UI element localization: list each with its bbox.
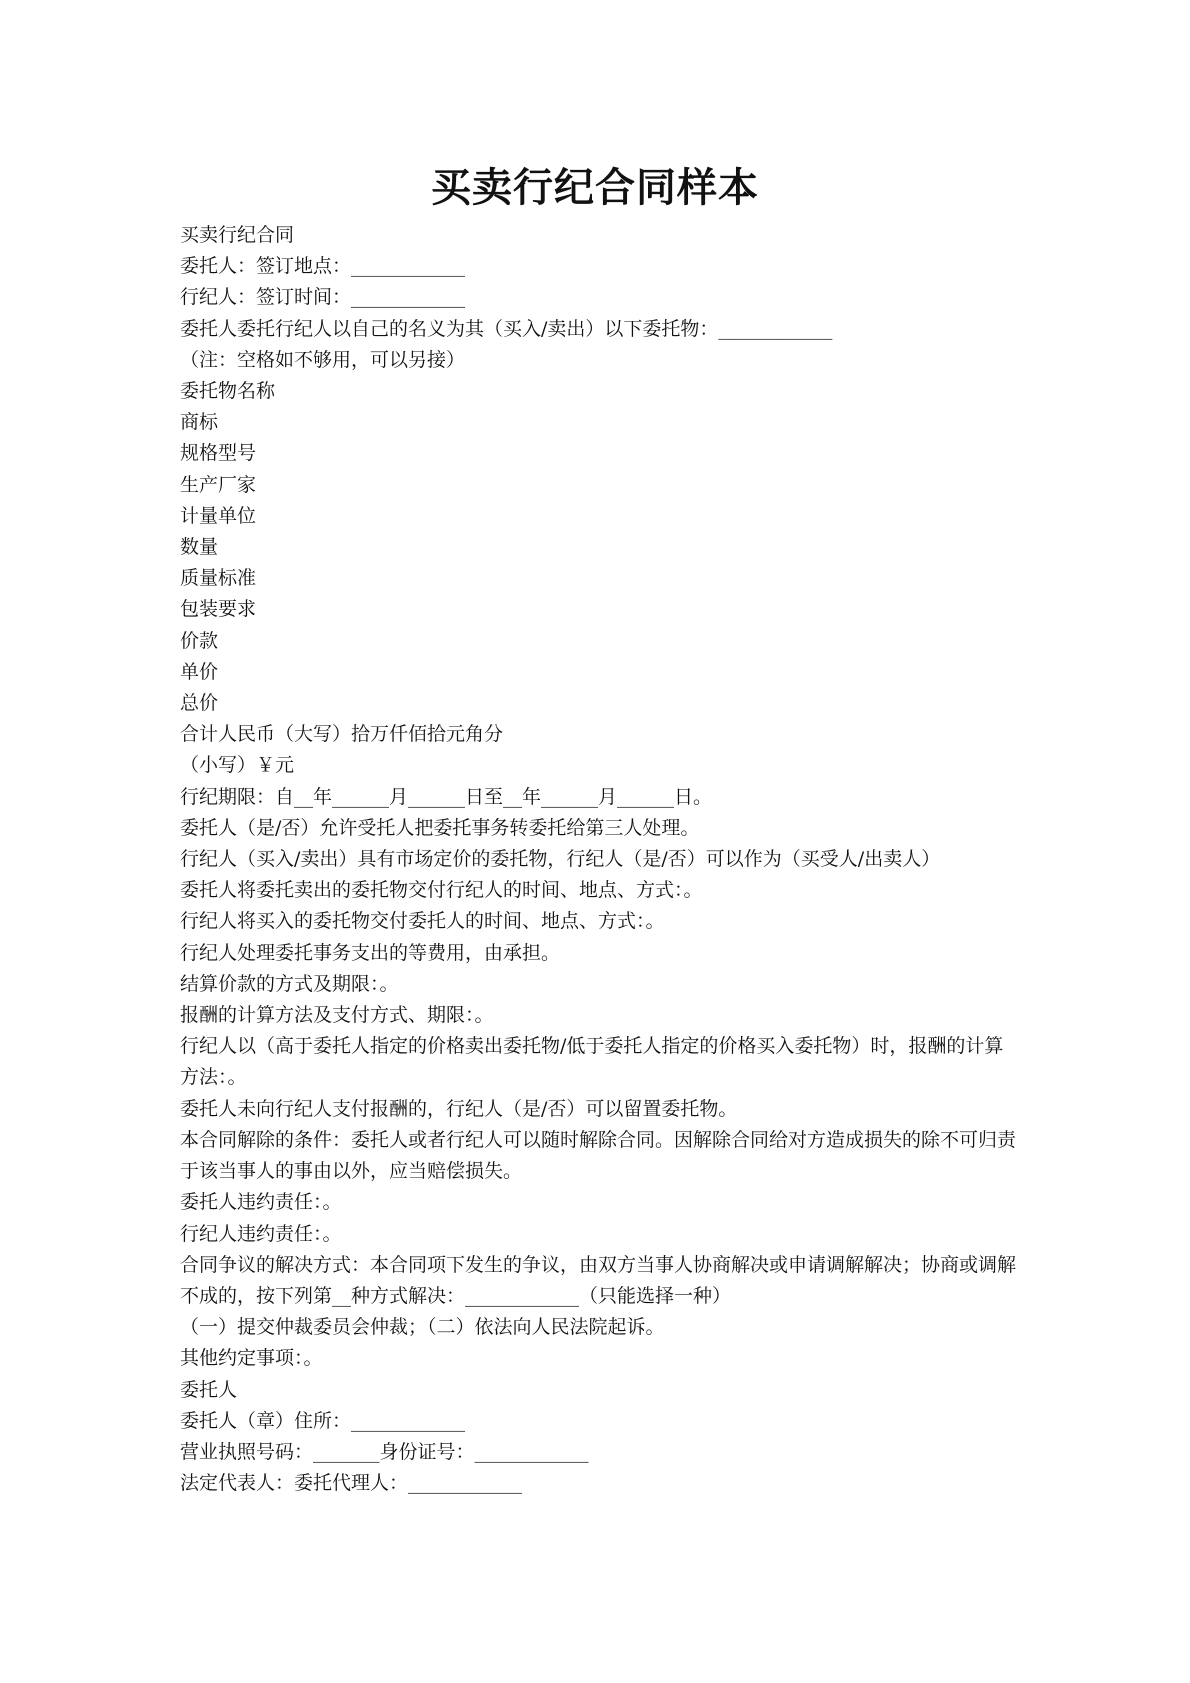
doc-line: 生产厂家 <box>180 473 257 496</box>
doc-line: 商标 <box>180 411 219 434</box>
doc-line: 行纪人（买入/卖出）具有市场定价的委托物，行纪人（是/否）可以作为（买受人/出卖人） <box>180 848 941 871</box>
doc-line: 报酬的计算方法及支付方式、期限：。 <box>180 1004 494 1027</box>
doc-line-representative: 法定代表人：委托代理人：____________ <box>180 1472 523 1495</box>
doc-line: 数量 <box>180 536 219 559</box>
doc-line: 质量标准 <box>180 567 257 590</box>
doc-line: 委托人违约责任：。 <box>180 1191 342 1214</box>
doc-line-signing-place: 委托人：签订地点：____________ <box>180 255 466 278</box>
doc-line: 规格型号 <box>180 442 257 465</box>
doc-line: 委托人委托行纪人以自己的名义为其（买入/卖出）以下委托物：____________ <box>180 317 833 340</box>
doc-line: （注：空格如不够用，可以另接） <box>180 348 466 371</box>
doc-line: 行纪人违约责任：。 <box>180 1222 342 1245</box>
doc-line-term: 行纪期限：自__年______月______日至__年______月______日。 <box>180 785 713 808</box>
doc-line: 行纪人将买入的委托物交付委托人的时间、地点、方式：。 <box>180 910 665 933</box>
doc-line: （一）提交仲裁委员会仲裁；（二）依法向人民法院起诉。 <box>180 1316 665 1339</box>
doc-line: 委托物名称 <box>180 380 276 403</box>
doc-line: 合计人民币（大写）拾万仟佰拾元角分 <box>180 723 504 746</box>
doc-line: 买卖行纪合同 <box>180 224 295 246</box>
doc-line: 行纪人处理委托事务支出的等费用，由承担。 <box>180 941 561 964</box>
doc-line: 本合同解除的条件：委托人或者行纪人可以随时解除合同。因解除合同给对方造成损失的除不可归责于该当事人的事由以外，应当赔偿损失。 <box>180 1128 1017 1183</box>
doc-line: （小写）￥元 <box>180 754 295 777</box>
doc-line: 结算价款的方式及期限：。 <box>180 972 399 995</box>
document-body <box>180 220 1020 1499</box>
doc-line: 其他约定事项：。 <box>180 1347 323 1370</box>
document-title: 买卖行纪合同样本 <box>431 165 759 211</box>
doc-line: 委托人 <box>180 1378 238 1401</box>
doc-line: 单价 <box>180 660 219 683</box>
doc-line: 委托人（是/否）允许受托人把委托事务转委托给第三人处理。 <box>180 816 700 839</box>
doc-line-signing-time: 行纪人：签订时间：____________ <box>180 286 466 309</box>
doc-line: 总价 <box>180 692 219 715</box>
doc-line: 委托人未向行纪人支付报酬的，行纪人（是/否）可以留置委托物。 <box>180 1097 738 1120</box>
doc-line-address: 委托人（章）住所：____________ <box>180 1409 466 1432</box>
doc-line: 包装要求 <box>180 598 257 621</box>
doc-line-dispute: 合同争议的解决方式：本合同项下发生的争议，由双方当事人协商解决或申请调解解决；协商或调解不成的，按下列第__种方式解决：____________（只能选择一种） <box>180 1253 1017 1307</box>
doc-line: 计量单位 <box>180 504 257 527</box>
doc-line: 价款 <box>180 629 219 652</box>
doc-line-license: 营业执照号码：_______身份证号：____________ <box>180 1440 589 1463</box>
doc-line: 委托人将委托卖出的委托物交付行纪人的时间、地点、方式：。 <box>180 879 703 902</box>
doc-line: 行纪人以（高于委托人指定的价格卖出委托物/低于委托人指定的价格买入委托物）时，报酬的计算方法：。 <box>180 1035 1004 1089</box>
